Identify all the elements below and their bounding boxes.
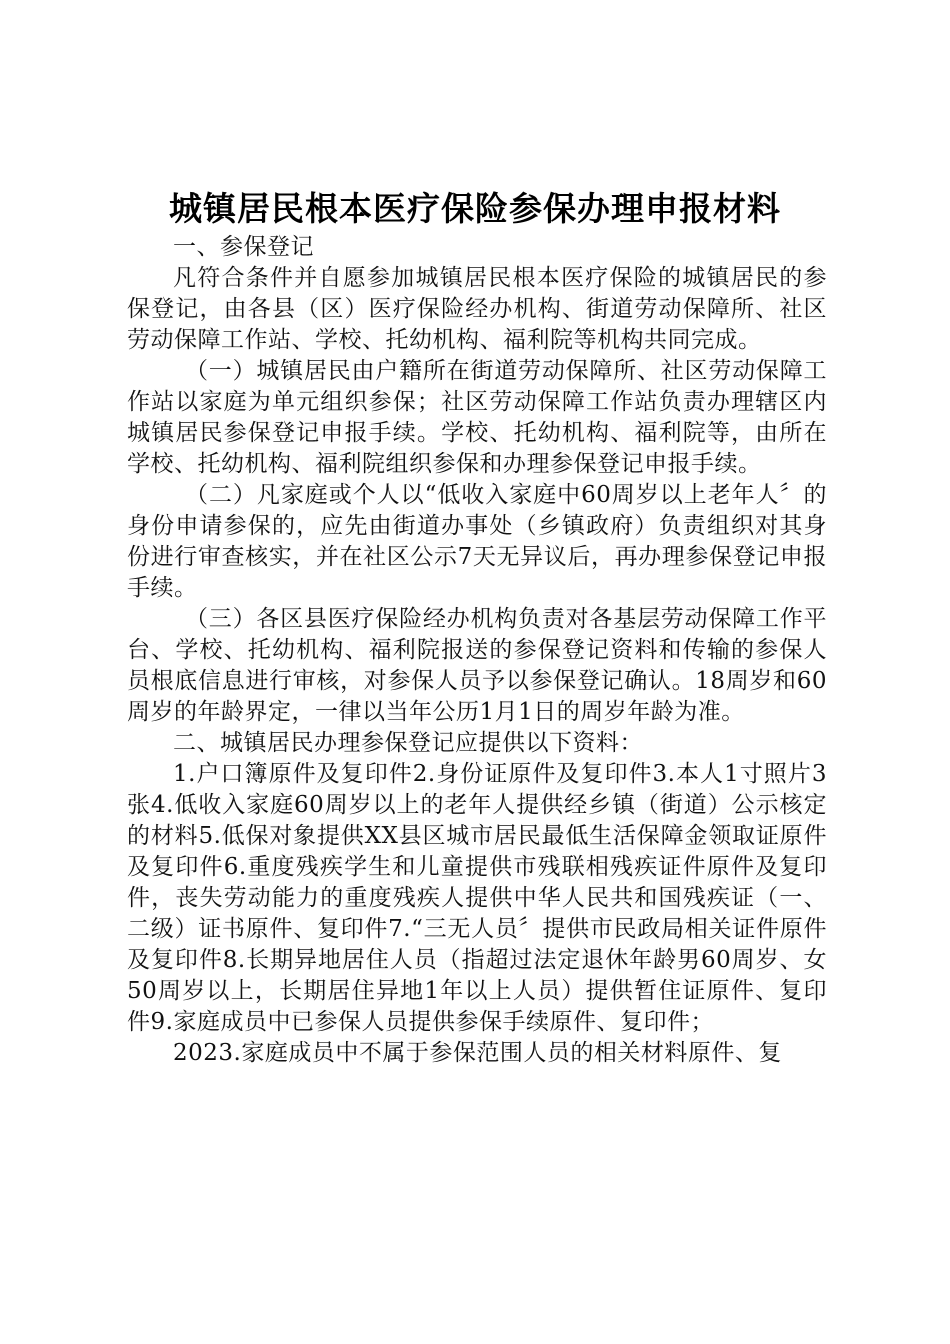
document-title: 城镇居民根本医疗保险参保办理申报材料 (169, 189, 781, 228)
document-body (127, 232, 827, 1069)
paragraph-materials-list: 1.户口簿原件及复印件2.身份证原件及复印件3.本人1寸照片3张4.低收入家庭60周岁以上的老年人提供经乡镇（街道）公示核定的材料5.低保对象提供XX县区城市居民最低生活保障金领取证原件及复印件6.重度残疾学生和儿童提供市残联相残疾证件原件及复印件，丧失劳动能力的重度残疾人提供中华人民共和国残疾证（一、二级）证书原件、复印件7.“三无人员〞提供市民政局相关证件原件及复印件8.长期异地居住人员（指超过法定退休年龄男60周岁、女50周岁以上，长期居住异地1年以上人员）提供暂住证原件、复印件9.家庭成员中已参保人员提供参保手续原件、复印件； (127, 761, 827, 1035)
paragraph-registration-scope: 凡符合条件并自愿参加城镇居民根本医疗保险的城镇居民的参保登记，由各县（区）医疗保险经办机构、街道劳动保障所、社区劳动保障工作站、学校、托幼机构、福利院等机构共同完成。 (127, 265, 827, 353)
section-heading-materials: 二、城镇居民办理参保登记应提供以下资料： (173, 730, 643, 756)
paragraph-item-one: （一）城镇居民由户籍所在街道劳动保障所、社区劳动保障工作站以家庭为单元组织参保；社区劳动保障工作站负责办理辖区内城镇居民参保登记申报手续。学校、托幼机构、福利院等，由所在学校、托幼机构、福利院组织参保和办理参保登记申报手续。 (127, 358, 827, 477)
paragraph-item-three: （三）各区县医疗保险经办机构负责对各基层劳动保障工作平台、学校、托幼机构、福利院报送的参保登记资料和传输的参保人员根底信息进行审核，对参保人员予以参保登记确认。18周岁和60周岁的年龄界定，一律以当年公历1月1日的周岁年龄为准。 (127, 606, 827, 725)
paragraph-item-two: （二）凡家庭或个人以“低收入家庭中60周岁以上老年人〞的身份申请参保的，应先由街道办事处（乡镇政府）负责组织对其身份进行审查核实，并在社区公示7天无异议后，再办理参保登记申报手续。 (127, 482, 827, 601)
section-heading-registration: 一、参保登记 (173, 234, 314, 260)
paragraph-materials-continued: 2023.家庭成员中不属于参保范围人员的相关材料原件、复 (173, 1040, 782, 1066)
